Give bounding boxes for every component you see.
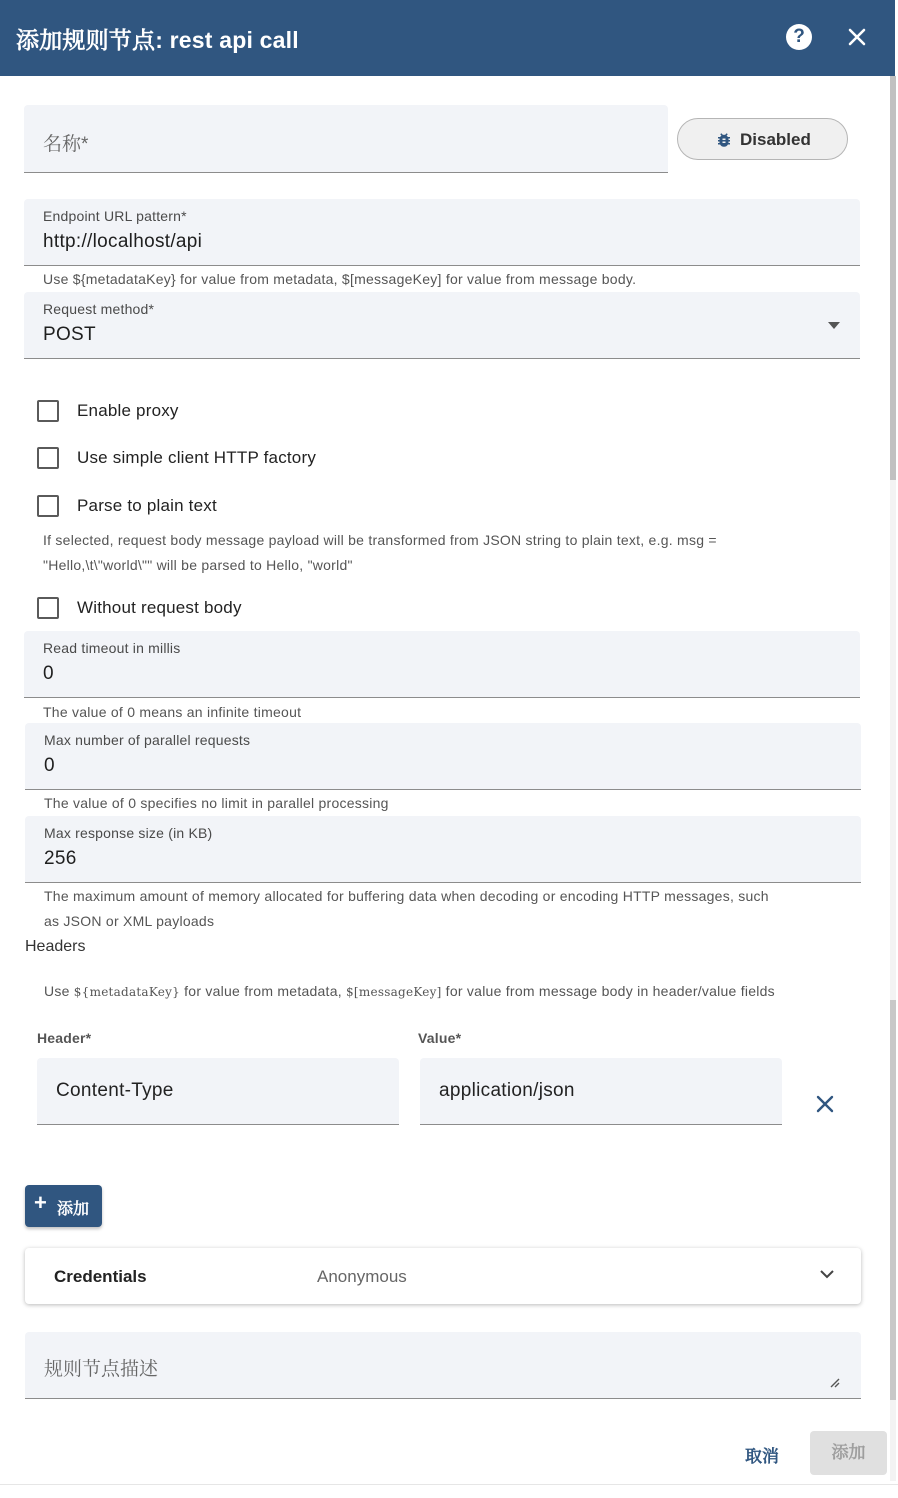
headers-section-title: Headers <box>25 938 86 955</box>
max-parallel-input[interactable]: 0 <box>44 755 55 776</box>
credentials-panel[interactable] <box>25 1248 861 1304</box>
max-response-field[interactable] <box>25 816 861 883</box>
dropdown-arrow-icon <box>828 322 840 329</box>
name-field-placeholder: 名称* <box>43 134 89 155</box>
max-response-label: Max response size (in KB) <box>44 825 213 841</box>
description-placeholder: 规则节点描述 <box>44 1359 159 1380</box>
dialog-header <box>0 0 895 76</box>
read-timeout-hint: The value of 0 means an infinite timeout <box>43 704 302 720</box>
without-request-body-checkbox[interactable] <box>37 597 59 619</box>
debug-mode-button[interactable] <box>677 118 848 160</box>
max-parallel-field[interactable] <box>25 723 861 790</box>
max-parallel-label: Max number of parallel requests <box>44 732 251 748</box>
simple-client-label[interactable]: Use simple client HTTP factory <box>77 448 317 467</box>
bug-icon <box>715 131 733 154</box>
help-icon[interactable]: ? <box>786 24 812 50</box>
metadata-key-token: ${metadataKey} <box>73 985 180 999</box>
without-request-body-label[interactable]: Without request body <box>77 598 242 617</box>
read-timeout-field[interactable] <box>24 631 860 698</box>
endpoint-url-input[interactable]: http://localhost/api <box>43 231 203 252</box>
credentials-title: Credentials <box>54 1267 147 1286</box>
read-timeout-input[interactable]: 0 <box>43 663 54 684</box>
header-key-input[interactable] <box>37 1058 399 1125</box>
chevron-down-icon <box>820 1270 834 1279</box>
add-header-label: 添加 <box>57 1201 90 1218</box>
parse-plain-text-label[interactable]: Parse to plain text <box>77 496 217 515</box>
add-submit-button[interactable]: 添加 <box>810 1431 887 1475</box>
credentials-value: Anonymous <box>317 1267 407 1286</box>
dialog-bottom-edge <box>0 1484 898 1498</box>
header-value-input[interactable] <box>420 1058 782 1125</box>
remove-header-icon[interactable] <box>814 1093 836 1115</box>
read-timeout-label: Read timeout in millis <box>43 640 181 656</box>
header-value-value: application/json <box>439 1080 575 1101</box>
parse-plain-text-hint-line2: "Hello,\t\"world\"" will be parsed to Hello, "world" <box>43 557 353 573</box>
debug-mode-label: Disabled <box>740 130 811 149</box>
simple-client-checkbox[interactable] <box>37 447 59 469</box>
header-column-label: Header* <box>37 1030 92 1046</box>
close-icon[interactable] <box>845 25 869 49</box>
endpoint-url-field[interactable] <box>24 199 860 266</box>
dialog-title: 添加规则节点: rest api call <box>16 27 299 53</box>
enable-proxy-checkbox[interactable] <box>37 400 59 422</box>
max-parallel-hint: The value of 0 specifies no limit in parallel processing <box>44 795 389 811</box>
scrollbar-thumb[interactable] <box>890 76 896 480</box>
scrollbar-thumb-secondary[interactable] <box>890 1000 896 1400</box>
enable-proxy-label[interactable]: Enable proxy <box>77 401 179 420</box>
header-key-value: Content-Type <box>56 1080 174 1101</box>
message-key-token: $[messageKey] <box>346 985 442 999</box>
add-header-button[interactable] <box>25 1185 102 1227</box>
resize-grip-icon[interactable] <box>828 1376 840 1388</box>
parse-plain-text-hint-line1: If selected, request body message payload will be transformed from JSON string to plain text, e.g. msg = <box>43 532 717 548</box>
endpoint-url-hint: Use ${metadataKey} for value from metadata, $[messageKey] for value from message body. <box>43 271 637 287</box>
max-response-hint-line1: The maximum amount of memory allocated for buffering data when decoding or encoding HTTP messages, such <box>44 888 769 904</box>
max-response-input[interactable]: 256 <box>44 848 77 869</box>
value-column-label: Value* <box>418 1030 462 1046</box>
description-textarea[interactable] <box>25 1332 861 1399</box>
request-method-value: POST <box>43 324 96 345</box>
request-method-select[interactable] <box>24 292 860 359</box>
headers-hint: Use ${metadataKey} for value from metadata, $[messageKey] for value from message body in header/value fields <box>44 983 775 999</box>
endpoint-url-label: Endpoint URL pattern* <box>43 208 187 224</box>
cancel-button[interactable]: 取消 <box>745 1447 779 1466</box>
request-method-label: Request method* <box>43 301 155 317</box>
name-field[interactable] <box>24 105 668 173</box>
plus-icon: + <box>34 1190 47 1215</box>
parse-plain-text-checkbox[interactable] <box>37 495 59 517</box>
max-response-hint-line2: as JSON or XML payloads <box>44 913 215 929</box>
